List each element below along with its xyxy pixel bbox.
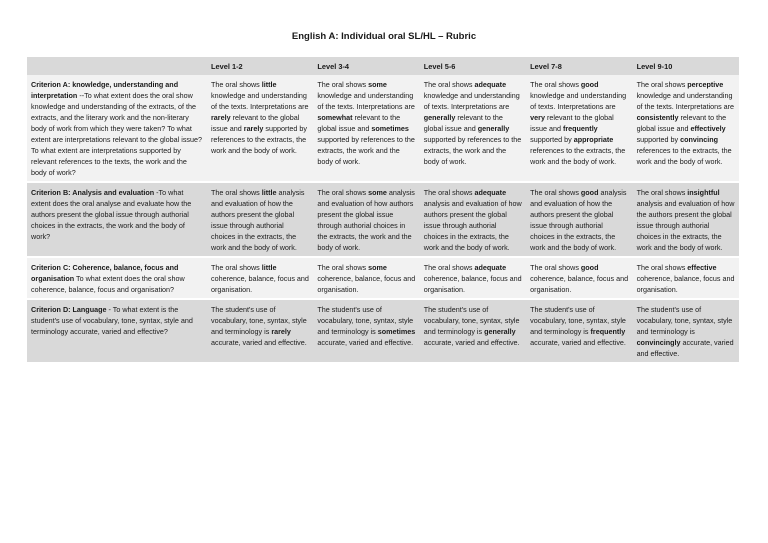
descriptor-cell bbox=[526, 300, 632, 362]
emphasis-word: adequate bbox=[474, 263, 507, 272]
emphasis-word: good bbox=[580, 80, 599, 89]
criterion-title: Criterion B: Analysis and evaluation bbox=[31, 188, 155, 197]
descriptor-text: The oral shows bbox=[636, 263, 688, 272]
emphasis-word: convincing bbox=[680, 135, 719, 144]
descriptor-text: The oral shows bbox=[317, 263, 369, 272]
descriptor-cell bbox=[207, 183, 313, 256]
descriptor-text: relevant to the global issue and bbox=[211, 113, 300, 133]
descriptor-cell bbox=[420, 258, 526, 298]
descriptor-text: references to the extracts, the work and the body of work. bbox=[636, 146, 732, 166]
descriptor-text: analysis and evaluation of how authors present the global issue through authorial choices in the extracts, the work and the body of work. bbox=[423, 199, 522, 252]
emphasis-word: generally bbox=[484, 327, 516, 336]
descriptor-text: accurate, varied and effective. bbox=[636, 338, 734, 358]
descriptor-cell bbox=[313, 300, 419, 362]
criterion-a-description bbox=[27, 75, 207, 181]
criterion-c-description bbox=[27, 258, 207, 298]
descriptor-text: analysis and evaluation of how the authors present the global issue through authorial choices in the extracts, the work and the body of work. bbox=[211, 188, 305, 252]
emphasis-word: little bbox=[261, 80, 277, 89]
descriptor-text: relevant to the global issue and bbox=[317, 113, 401, 133]
descriptor-cell bbox=[207, 258, 313, 298]
descriptor-cell bbox=[526, 75, 632, 181]
emphasis-word: some bbox=[368, 80, 387, 89]
descriptor-text: The oral shows bbox=[636, 188, 688, 197]
emphasis-word: rarely bbox=[243, 124, 264, 133]
descriptor-text: analysis and evaluation of how authors present the global issue through authorial choices in the extracts, the work and the body of work. bbox=[317, 188, 415, 252]
descriptor-text: analysis and evaluation of how the authors present the global issue through authorial choices in the extracts, the work and the body of work. bbox=[530, 188, 627, 252]
emphasis-word: very bbox=[530, 113, 545, 122]
header-level-7-8: Level 7-8 bbox=[526, 57, 632, 75]
emphasis-word: appropriate bbox=[573, 135, 614, 144]
emphasis-word: good bbox=[580, 188, 599, 197]
emphasis-word: sometimes bbox=[371, 124, 409, 133]
emphasis-word: rarely bbox=[271, 327, 291, 336]
descriptor-text: The oral shows bbox=[423, 80, 475, 89]
descriptor-text: coherence, balance, focus and organisation. bbox=[317, 274, 416, 294]
criterion-d-row bbox=[27, 300, 739, 362]
header-row bbox=[27, 57, 739, 75]
emphasis-word: some bbox=[368, 263, 387, 272]
descriptor-text: coherence, balance, focus and organisation. bbox=[636, 274, 735, 294]
emphasis-word: frequently bbox=[590, 327, 626, 336]
criterion-title: Criterion D: Language bbox=[31, 305, 107, 314]
emphasis-word: generally bbox=[477, 124, 510, 133]
emphasis-word: rarely bbox=[211, 113, 231, 122]
emphasis-word: little bbox=[261, 263, 277, 272]
descriptor-text: accurate, varied and effective. bbox=[423, 338, 520, 347]
descriptor-cell bbox=[313, 183, 419, 256]
descriptor-text: supported by references to the extracts, the work and the body of work. bbox=[317, 135, 415, 166]
descriptor-cell bbox=[526, 258, 632, 298]
criterion-d-description bbox=[27, 300, 207, 362]
emphasis-word: consistently bbox=[636, 113, 679, 122]
descriptor-text: supported by references to the extracts, the work and the body of work. bbox=[423, 135, 522, 166]
descriptor-text: The student's use of vocabulary, tone, syntax, style and terminology is bbox=[530, 305, 626, 336]
descriptor-text: coherence, balance, focus and organisation. bbox=[530, 274, 629, 294]
descriptor-text: The student's use of vocabulary, tone, syntax, style and terminology is bbox=[211, 305, 307, 336]
emphasis-word: some bbox=[368, 188, 387, 197]
emphasis-word: good bbox=[580, 263, 599, 272]
descriptor-text: The oral shows bbox=[423, 188, 475, 197]
descriptor-text: The oral shows bbox=[636, 80, 688, 89]
descriptor-text: The oral shows bbox=[317, 188, 369, 197]
descriptor-text: The oral shows bbox=[317, 80, 369, 89]
criterion-question: - To what extent is the student's use of vocabulary, tone, syntax, style and terminology accurate, varied and effective? bbox=[31, 305, 193, 336]
header-blank bbox=[27, 57, 207, 75]
descriptor-text: knowledge and understanding of texts. Interpretations are bbox=[423, 91, 520, 111]
emphasis-word: somewhat bbox=[317, 113, 353, 122]
descriptor-text: analysis and evaluation of how the authors present the global issue through authorial choices in the extracts, the work and the body of work. bbox=[636, 199, 735, 252]
header-level-1-2: Level 1-2 bbox=[207, 57, 313, 75]
emphasis-word: adequate bbox=[474, 188, 507, 197]
descriptor-text: relevant to the global issue and bbox=[423, 113, 503, 133]
emphasis-word: perceptive bbox=[687, 80, 724, 89]
descriptor-text: The student's use of vocabulary, tone, syntax, style and terminology is bbox=[317, 305, 414, 336]
emphasis-word: effective bbox=[687, 263, 717, 272]
descriptor-text: knowledge and understanding of the texts. Interpretations are bbox=[636, 91, 735, 111]
emphasis-word: insightful bbox=[687, 188, 720, 197]
descriptor-cell bbox=[207, 75, 313, 181]
descriptor-text: The oral shows bbox=[211, 263, 262, 272]
criterion-b-description bbox=[27, 183, 207, 256]
descriptor-text: knowledge and understanding of the texts. Interpretations are bbox=[317, 91, 415, 111]
criterion-a-row bbox=[27, 75, 739, 181]
criterion-question: -To what extent does the oral analyse and evaluate how the authors present the global issue through authorial choices in the extracts, the work and the body of work? bbox=[31, 188, 192, 241]
descriptor-text: knowledge and understanding of texts. Interpretations are bbox=[530, 91, 627, 111]
descriptor-cell bbox=[633, 75, 739, 181]
page-title: English A: Individual oral SL/HL – Rubric bbox=[291, 31, 477, 42]
emphasis-word: adequate bbox=[474, 80, 507, 89]
descriptor-cell bbox=[420, 300, 526, 362]
descriptor-text: supported by bbox=[636, 135, 681, 144]
descriptor-cell bbox=[207, 300, 313, 362]
descriptor-text: The oral shows bbox=[211, 80, 262, 89]
criterion-question: --To what extent does the oral show knowledge and understanding of the extracts, of the extracts, and the literary work and the non-literary body of work from which they were taken? To what extent are interpretations relevant to the global issue? To what extent are interpretations supported by relevant references to the texts, the work and the body of work? bbox=[31, 91, 203, 177]
descriptor-text: The student's use of vocabulary, tone, syntax, style and terminology is bbox=[423, 305, 520, 336]
emphasis-word: frequently bbox=[562, 124, 598, 133]
descriptor-text: supported by bbox=[530, 135, 574, 144]
header-level-3-4: Level 3-4 bbox=[313, 57, 419, 75]
descriptor-text: The oral shows bbox=[530, 80, 581, 89]
descriptor-text: accurate, varied and effective. bbox=[530, 338, 626, 347]
descriptor-text: The oral shows bbox=[530, 263, 581, 272]
descriptor-text: The oral shows bbox=[530, 188, 581, 197]
criterion-title: Criterion C: Coherence, balance, focus and organisation bbox=[31, 263, 179, 283]
descriptor-text: accurate, varied and effective. bbox=[317, 338, 414, 347]
criterion-title: Criterion A: knowledge, understanding and interpretation bbox=[31, 80, 179, 100]
descriptor-cell bbox=[633, 258, 739, 298]
descriptor-text: relevant to the global issue and bbox=[530, 113, 614, 133]
header-level-9-10: Level 9-10 bbox=[633, 57, 739, 75]
emphasis-word: little bbox=[261, 188, 277, 197]
descriptor-text: The oral shows bbox=[211, 188, 262, 197]
descriptor-text: supported by references to the extracts, the work and the body of work. bbox=[211, 124, 307, 155]
descriptor-text: references to the extracts, the work and the body of work. bbox=[530, 146, 626, 166]
descriptor-cell bbox=[420, 183, 526, 256]
descriptor-cell bbox=[313, 75, 419, 181]
descriptor-cell bbox=[633, 183, 739, 256]
descriptor-text: The oral shows bbox=[423, 263, 475, 272]
descriptor-text: accurate, varied and effective. bbox=[211, 338, 307, 347]
emphasis-word: generally bbox=[423, 113, 456, 122]
header-level-5-6: Level 5-6 bbox=[420, 57, 526, 75]
descriptor-cell bbox=[420, 75, 526, 181]
descriptor-text: coherence, balance, focus and organisation. bbox=[423, 274, 522, 294]
rubric-table bbox=[27, 57, 739, 362]
emphasis-word: convincingly bbox=[636, 338, 681, 347]
descriptor-cell bbox=[526, 183, 632, 256]
descriptor-text: knowledge and understanding of the texts. Interpretations are bbox=[211, 91, 309, 111]
descriptor-text: The student's use of vocabulary, tone, syntax, style and terminology is bbox=[636, 305, 733, 336]
descriptor-text: relevant to the global issue and bbox=[636, 113, 727, 133]
criterion-b-row bbox=[27, 183, 739, 256]
emphasis-word: effectively bbox=[690, 124, 726, 133]
descriptor-cell bbox=[313, 258, 419, 298]
emphasis-word: sometimes bbox=[377, 327, 416, 336]
descriptor-cell bbox=[633, 300, 739, 362]
descriptor-text: coherence, balance, focus and organisation. bbox=[211, 274, 309, 294]
criterion-question: To what extent does the oral show coherence, balance, focus and organisation? bbox=[31, 274, 185, 294]
criterion-c-row bbox=[27, 258, 739, 298]
